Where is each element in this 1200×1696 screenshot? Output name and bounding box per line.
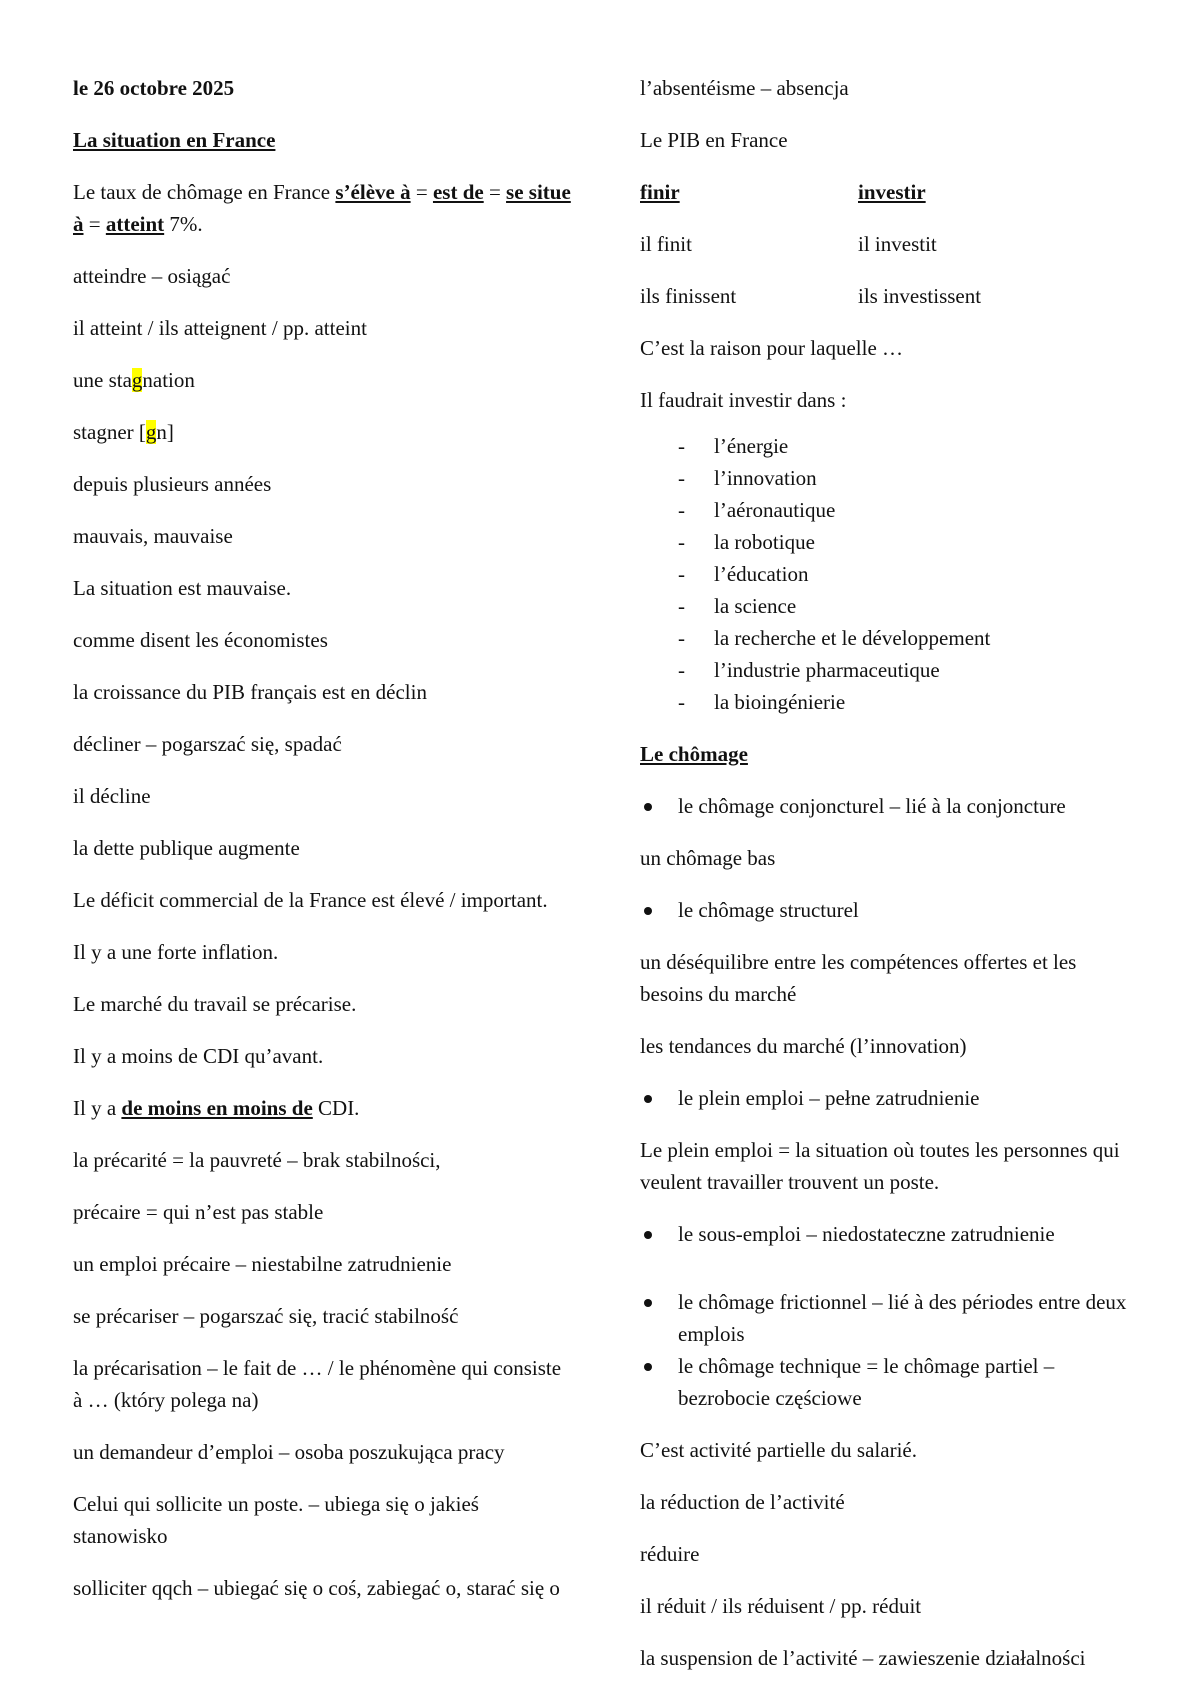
- keyword-de-moins-en-moins: de moins en moins de: [121, 1096, 313, 1120]
- line-emploi-precaire: un emploi précaire – niestabilne zatrudnienie: [73, 1252, 452, 1276]
- bullet-text: le chômage conjoncturel – lié à la conjoncture: [678, 794, 1066, 818]
- line-atteint-forms: il atteint / ils atteignent / pp. atteint: [73, 316, 367, 340]
- bullet-conjoncturel: [640, 790, 1140, 822]
- verb-cell: il investit: [858, 232, 937, 256]
- line-raison: C’est la raison pour laquelle …: [640, 336, 904, 360]
- highlight-g: g: [145, 420, 157, 444]
- text-segment: une sta: [73, 368, 132, 392]
- line-absenteisme: l’absentéisme – absencja: [640, 76, 849, 100]
- list-item-text: l’industrie pharmaceutique: [714, 658, 940, 682]
- spacer: [640, 1270, 1140, 1286]
- line-precaire: précaire = qui n’est pas stable: [73, 1200, 324, 1224]
- bullet-text: le sous-emploi – niedostateczne zatrudnienie: [678, 1222, 1055, 1246]
- list-item-text: la robotique: [714, 530, 815, 554]
- bullet-text: le plein emploi – pełne zatrudnienie: [678, 1086, 980, 1110]
- line-tendances: les tendances du marché (l’innovation): [640, 1034, 967, 1058]
- line-suspension: la suspension de l’activité – zawieszenie działalności: [640, 1646, 1086, 1670]
- line-dette: la dette publique augmente: [73, 836, 300, 860]
- line-reduire: réduire: [640, 1542, 700, 1566]
- text-segment: nation: [142, 368, 195, 392]
- line-demandeur: un demandeur d’emploi – osoba poszukująca pracy: [73, 1440, 505, 1464]
- dash-marker: -: [678, 658, 685, 682]
- line-reduit-forms: il réduit / ils réduisent / pp. réduit: [640, 1594, 922, 1618]
- keyword-s-eleve-a: s’élève à: [335, 180, 411, 204]
- text-segment: n]: [156, 420, 174, 444]
- line-croissance: la croissance du PIB français est en déclin: [73, 680, 427, 704]
- bullet-text: le chômage frictionnel – lié à des périodes entre deux emplois: [678, 1290, 1127, 1346]
- bullet-technique: [640, 1350, 1140, 1414]
- invest-list: [640, 430, 1140, 718]
- line-precarite: la précarité = la pauvreté – brak stabilności,: [73, 1148, 441, 1172]
- line-de-moins: [73, 1092, 573, 1124]
- bullet-structurel: [640, 894, 1140, 926]
- list-item: [678, 622, 1140, 654]
- line-atteindre: atteindre – osiągać: [73, 264, 231, 288]
- line-celui: Celui qui sollicite un poste. – ubiega się o jakieś stanowisko: [73, 1492, 479, 1548]
- line-desequilibre: un déséquilibre entre les compétences offertes et les besoins du marché: [640, 950, 1077, 1006]
- line-deficit: Le déficit commercial de la France est élevé / important.: [73, 888, 548, 912]
- line-stagner: [73, 416, 573, 448]
- list-item: [678, 526, 1140, 558]
- list-item-text: la recherche et le développement: [714, 626, 991, 650]
- bullet-dot: [644, 1299, 652, 1307]
- line-inflation: Il y a une forte inflation.: [73, 940, 279, 964]
- bullet-dot: [644, 1231, 652, 1239]
- dash-marker: -: [678, 626, 685, 650]
- list-item: [678, 590, 1140, 622]
- line-chomage-bas: un chômage bas: [640, 846, 776, 870]
- line-se-precariser: se précariser – pogarszać się, tracić stabilność: [73, 1304, 459, 1328]
- dash-marker: -: [678, 690, 685, 714]
- bullet-dot: [644, 803, 652, 811]
- text-segment: stagner [: [73, 420, 146, 444]
- bullet-text: le chômage technique = le chômage partiel – bezrobocie częściowe: [678, 1354, 1055, 1410]
- line-stagnation: [73, 364, 573, 396]
- line-faudrait: Il faudrait investir dans :: [640, 388, 847, 412]
- line-moins-cdi: Il y a moins de CDI qu’avant.: [73, 1044, 324, 1068]
- verb-cell: ils finissent: [640, 284, 737, 308]
- list-item: [678, 430, 1140, 462]
- dash-marker: -: [678, 562, 685, 586]
- line-precarisation: la précarisation – le fait de … / le phénomène qui consiste à … (który polega na): [73, 1356, 562, 1412]
- left-column: [73, 72, 573, 1624]
- section-heading-situation: La situation en France: [73, 128, 276, 152]
- text-segment: Il y a: [73, 1096, 122, 1120]
- keyword-est-de: est de: [432, 180, 484, 204]
- text-segment: =: [410, 180, 433, 204]
- line-plein-def: Le plein emploi = la situation où toutes les personnes qui veulent travailler trouvent un poste.: [640, 1138, 1120, 1194]
- verb-cell: il finit: [640, 232, 692, 256]
- list-item: [678, 494, 1140, 526]
- text-segment: =: [483, 180, 507, 204]
- section-heading-chomage: Le chômage: [640, 742, 748, 766]
- verb-heading-investir: investir: [858, 180, 926, 204]
- list-item: [678, 686, 1140, 718]
- line-marche: Le marché du travail se précarise.: [73, 992, 357, 1016]
- text-segment: Le taux de chômage en France: [73, 180, 336, 204]
- list-item-text: la science: [714, 594, 797, 618]
- line-depuis: depuis plusieurs années: [73, 472, 272, 496]
- list-item-text: l’aéronautique: [714, 498, 836, 522]
- verb-cell: ils investissent: [858, 284, 982, 308]
- bullet-dot: [644, 1095, 652, 1103]
- text-segment: 7%.: [164, 212, 203, 236]
- list-item: [678, 558, 1140, 590]
- line-il-decline: il décline: [73, 784, 151, 808]
- line-situation-mauvaise: La situation est mauvaise.: [73, 576, 292, 600]
- dash-marker: -: [678, 498, 685, 522]
- line-decliner: décliner – pogarszać się, spadać: [73, 732, 342, 756]
- dash-marker: -: [678, 434, 685, 458]
- text-segment: =: [83, 212, 106, 236]
- dash-marker: -: [678, 594, 685, 618]
- line-reduction: la réduction de l’activité: [640, 1490, 845, 1514]
- verb-conjugation-table: [640, 176, 1140, 312]
- line-solliciter: solliciter qqch – ubiegać się o coś, zabiegać o, starać się o: [73, 1576, 560, 1600]
- highlight-g: g: [131, 368, 143, 392]
- list-item: [678, 462, 1140, 494]
- bullet-plein-emploi: [640, 1082, 1140, 1114]
- list-item-text: la bioingénierie: [714, 690, 846, 714]
- dash-marker: -: [678, 530, 685, 554]
- paragraph-taux-chomage: [73, 176, 573, 240]
- bullet-dot: [644, 907, 652, 915]
- bullet-dot: [644, 1363, 652, 1371]
- keyword-atteint: atteint: [105, 212, 165, 236]
- keyword-se-situe-a: se situe à: [73, 180, 571, 236]
- date-line: le 26 octobre 2025: [73, 76, 235, 100]
- list-item-text: l’énergie: [714, 434, 789, 458]
- list-item-text: l’innovation: [714, 466, 817, 490]
- list-item-text: l’éducation: [714, 562, 809, 586]
- list-item: [678, 654, 1140, 686]
- dash-marker: -: [678, 466, 685, 490]
- line-mauvais: mauvais, mauvaise: [73, 524, 233, 548]
- line-comme: comme disent les économistes: [73, 628, 328, 652]
- text-segment: CDI.: [312, 1096, 360, 1120]
- bullet-text: le chômage structurel: [678, 898, 859, 922]
- bullet-frictionnel: [640, 1286, 1140, 1350]
- line-pib: Le PIB en France: [640, 128, 788, 152]
- line-activite-partielle: C’est activité partielle du salarié.: [640, 1438, 917, 1462]
- bullet-sous-emploi: [640, 1218, 1140, 1250]
- right-column: [640, 72, 1140, 1694]
- verb-heading-finir: finir: [640, 180, 680, 204]
